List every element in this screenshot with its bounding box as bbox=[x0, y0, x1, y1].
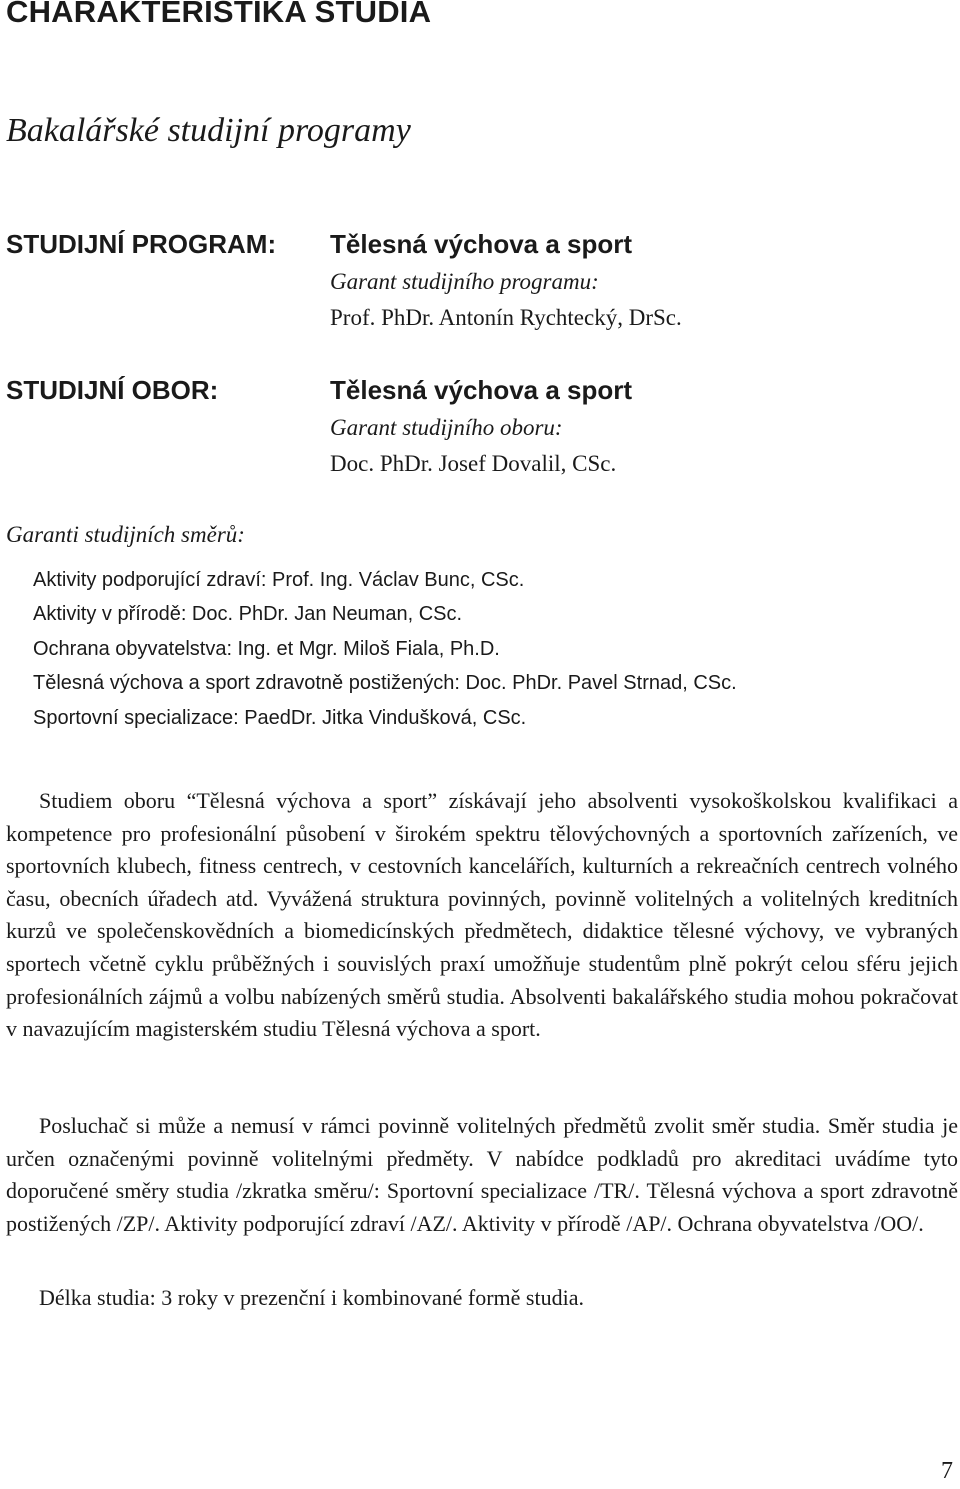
body-paragraph: Délka studia: 3 roky v prezenční i kombinované formě studia. bbox=[39, 1285, 584, 1310]
directions-list bbox=[33, 563, 737, 735]
directions-title: Garanti studijních směrů: bbox=[6, 522, 245, 547]
program-label: STUDIJNÍ PROGRAM: bbox=[6, 229, 277, 259]
field-guarantor-label: Garant studijního oboru: bbox=[330, 415, 563, 440]
field-title: Tělesná výchova a sport bbox=[330, 375, 633, 405]
program-guarantor-name: Prof. PhDr. Antonín Rychtecký, DrSc. bbox=[330, 305, 682, 330]
body-paragraph: Studiem oboru “Tělesná výchova a sport” získávají jeho absolventi vysokoškolskou kvalifikaci a kompetence pro profesionální působení v širokém spektru tělovýchovných a sportovních zařízeních, ve sportovních klubech, fitness centrech, v cestovních kancelářích, kulturních a rekreačních centrech volného času, obecních úřadech atd. Vyvážená struktura povinných, povinně volitelných a volitelných kreditních kurzů ve společenskovědních a biomedicínských předmětech, didaktice tělesné výchovy, ve vybraných sportech včetně cyklu průběžných i souvislých praxí umožňuje studentům plně pokrýt celou sféru jejich profesionálních zájmů a volbu nabízených směrů studia. Absolventi bakalářského studia mohou pokračovat v navazujícím magisterském studiu Tělesná výchova a sport. bbox=[6, 788, 958, 1042]
direction-item: Tělesná výchova a sport zdravotně postižených: Doc. PhDr. Pavel Strnad, CSc. bbox=[33, 672, 737, 695]
direction-item: Sportovní specializace: PaedDr. Jitka Vindušková, CSc. bbox=[33, 706, 527, 729]
page-heading: CHARAKTERISTIKA STUDIA bbox=[6, 0, 432, 29]
program-guarantor-label: Garant studijního programu: bbox=[330, 269, 599, 294]
field-guarantor-name: Doc. PhDr. Josef Dovalil, CSc. bbox=[330, 451, 617, 476]
direction-item: Aktivity v přírodě: Doc. PhDr. Jan Neuman, CSc. bbox=[33, 603, 463, 626]
page-number: 7 bbox=[941, 1458, 953, 1484]
program-title: Tělesná výchova a sport bbox=[330, 229, 633, 259]
section-subheading: Bakalářské studijní programy bbox=[6, 112, 411, 149]
direction-item: Aktivity podporující zdraví: Prof. Ing. Václav Bunc, CSc. bbox=[33, 569, 525, 591]
direction-item: Ochrana obyvatelstva: Ing. et Mgr. Miloš Fiala, Ph.D. bbox=[33, 637, 500, 660]
body-paragraph: Posluchač si může a nemusí v rámci povinně volitelných předmětů zvolit směr studia. Směr studia je určen označenými povinně volitelnými předměty. V nabídce podkladů pro akreditaci uvádíme tyto doporučené směry studia /zkratka směru/: Sportovní specializace /TR/. Tělesná výchova a sport zdravotně postižených /ZP/. Aktivity podporující zdraví /AZ/. Aktivity v přírodě /AP/. Ochrana obyvatelstva /OO/. bbox=[6, 1113, 958, 1236]
field-label: STUDIJNÍ OBOR: bbox=[6, 375, 219, 405]
